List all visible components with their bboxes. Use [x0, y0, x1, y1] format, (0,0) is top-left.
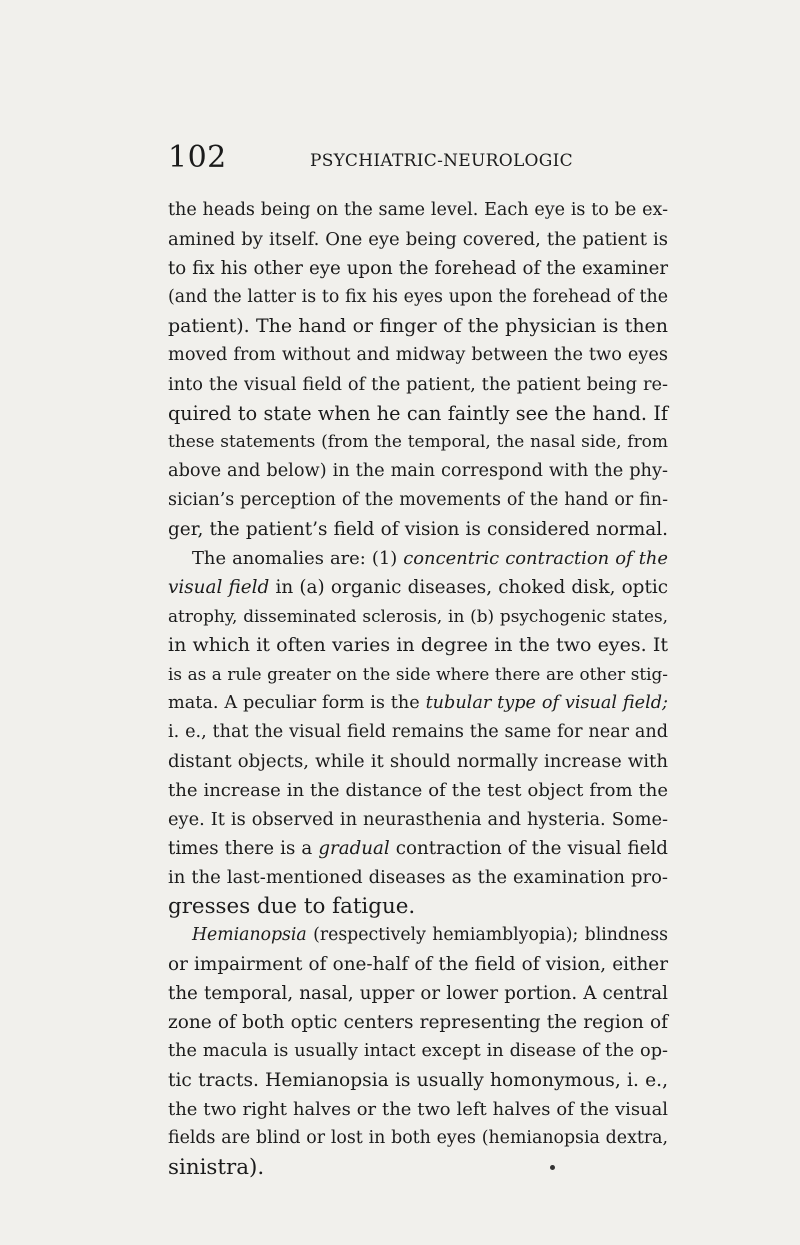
text-run: the temporal, nasal, upper or lower portion. A central: [168, 983, 668, 1004]
page-header: [168, 140, 668, 180]
text-run: tic tracts. Hemianopsia is usually homonymous, i. e.,: [168, 1070, 668, 1091]
text-run: amined by itself. One eye being covered, the patient is: [168, 229, 668, 250]
text-run: contraction of the visual field: [389, 838, 668, 859]
ink-speck: [550, 1165, 555, 1170]
text-run: The anomalies are: (1): [192, 548, 404, 569]
text-run: ger, the patient’s field of vision is considered normal.: [168, 519, 668, 540]
text-run: zone of both optic centers representing the region of: [168, 1012, 668, 1033]
text-line: [168, 312, 668, 341]
text-line: [168, 1124, 668, 1153]
text-line: [168, 863, 668, 892]
text-line: [168, 283, 668, 312]
text-line: [168, 979, 668, 1008]
text-line: [168, 689, 668, 718]
text-run: into the visual field of the patient, the patient being re-: [168, 374, 668, 395]
text-line: [168, 544, 668, 573]
text-line: [168, 1066, 668, 1095]
italic-term: gradual: [318, 838, 390, 859]
text-line: [168, 1008, 668, 1037]
text-line: [168, 399, 668, 428]
text-run: in the last-mentioned diseases as the examination pro-: [168, 867, 668, 888]
text-line: [168, 747, 668, 776]
text-line: [168, 486, 668, 515]
text-line: [168, 515, 668, 544]
text-run: eye. It is observed in neurasthenia and hysteria. Some-: [168, 809, 668, 830]
text-line: [168, 892, 668, 921]
text-line: [168, 341, 668, 370]
text-run: (respectively hemiamblyopia); blindness: [306, 925, 668, 945]
text-line: [168, 834, 668, 863]
text-line: [168, 718, 668, 747]
text-run: distant objects, while it should normally increase with: [168, 751, 668, 772]
italic-term: Hemianopsia: [192, 925, 307, 945]
text-run: the increase in the distance of the test object from the: [168, 780, 668, 801]
text-run: the macula is usually intact except in disease of the op-: [168, 1041, 668, 1061]
italic-term: tubular type of visual field;: [425, 693, 668, 713]
text-run: fields are blind or lost in both eyes (hemianopsia dextra,: [168, 1128, 668, 1148]
text-run: times there is a: [168, 838, 319, 859]
text-run: above and below) in the main correspond with the phy-: [168, 461, 668, 481]
text-line: [168, 254, 668, 283]
text-run: the two right halves or the two left halves of the visual: [168, 1099, 668, 1120]
body-text: [168, 196, 668, 1182]
text-run: in (a) organic diseases, choked disk, optic: [269, 577, 669, 598]
page-number: 102: [168, 140, 227, 175]
text-run: moved from without and midway between the two eyes: [168, 345, 668, 365]
text-line: [168, 573, 668, 602]
italic-term: concentric contraction of the: [403, 548, 669, 569]
text-run: in which it often varies in degree in the two eyes. It: [168, 634, 668, 656]
text-run: i. e., that the visual field remains the same for near and: [168, 722, 668, 742]
text-run: or impairment of one-half of the field of vision, either: [168, 954, 668, 975]
text-line: [168, 776, 668, 805]
text-run: sician’s perception of the movements of the hand or fin-: [168, 490, 668, 510]
text-run: mata. A peculiar form is the: [168, 693, 426, 713]
text-line: [168, 602, 668, 631]
text-run: (and the latter is to fix his eyes upon the forehead of the: [168, 287, 668, 307]
text-line: [168, 370, 668, 399]
text-line: [168, 1037, 668, 1066]
text-run: is as a rule greater on the side where there are other stig-: [168, 664, 668, 684]
text-line: [168, 457, 668, 486]
text-line: [168, 428, 668, 457]
text-run: atrophy, disseminated sclerosis, in (b) psychogenic states,: [168, 606, 668, 626]
text-run: gresses due to fatigue.: [168, 894, 416, 919]
text-line: [168, 631, 668, 660]
text-line: [168, 950, 668, 979]
text-run: quired to state when he can faintly see the hand. If: [168, 402, 668, 425]
running-head: PSYCHIATRIC-NEUROLOGIC: [310, 151, 573, 171]
text-line: [168, 1095, 668, 1124]
text-run: patient). The hand or finger of the physician is then: [168, 315, 668, 337]
text-line: [168, 921, 668, 950]
text-line: [168, 196, 668, 225]
text-line: [168, 1153, 668, 1182]
text-run: to fix his other eye upon the forehead of the examiner: [168, 258, 668, 279]
text-run: sinistra).: [168, 1155, 265, 1180]
text-line: [168, 225, 668, 254]
text-run: these statements (from the temporal, the nasal side, from: [168, 432, 668, 452]
text-line: [168, 660, 668, 689]
italic-term: visual field: [168, 577, 270, 598]
text-line: [168, 805, 668, 834]
text-run: the heads being on the same level. Each eye is to be ex-: [168, 200, 668, 220]
